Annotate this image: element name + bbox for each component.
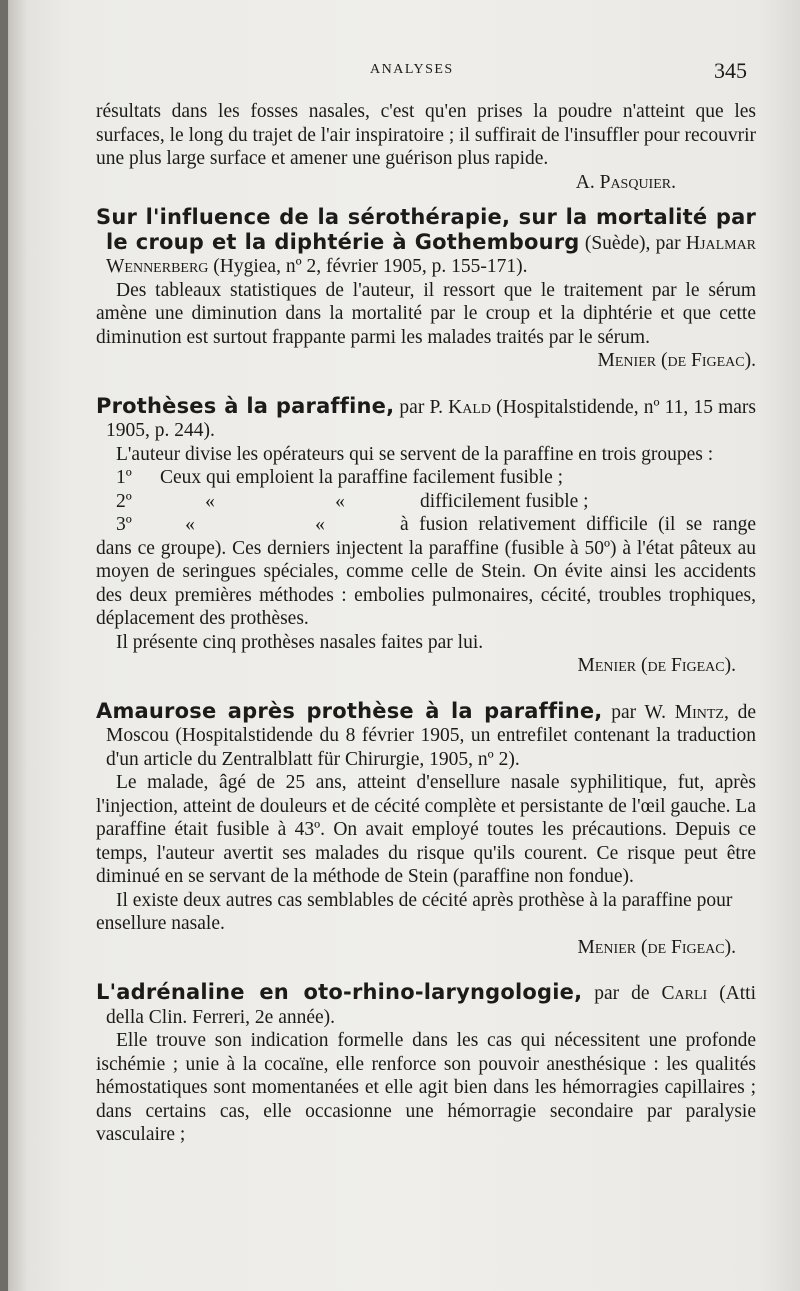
entry-title: L'adrénaline en oto-rhino-laryngologie,	[96, 980, 583, 1004]
entry-title-rest: par P.	[399, 396, 444, 418]
entry-paragraph: L'auteur divise les opérateurs qui se servent de la paraffine en trois groupes :	[116, 443, 714, 465]
signature-text: Menier (de Figeac).	[577, 936, 736, 958]
entry-author: Kald	[448, 396, 492, 418]
entry-paragraph: Il existe deux autres cas semblables de cécité après prothèse à la paraffine pour ensellure nasale.	[96, 889, 733, 934]
review-entry	[96, 206, 756, 373]
entry-title-rest: (Suède), par	[584, 232, 681, 254]
list-text: Ceux qui emploient la paraffine facilement fusible ;	[160, 467, 564, 488]
ditto-mark: «	[205, 490, 215, 512]
review-entry	[96, 981, 756, 1147]
page-body	[96, 100, 756, 1147]
list-item	[96, 466, 756, 490]
entry-signature	[96, 654, 756, 678]
entry-title: Prothèses à la paraffine,	[96, 393, 395, 418]
entry-title-rest: par de	[594, 983, 650, 1004]
ditto-mark: «	[185, 514, 195, 535]
list-number: 3º	[116, 514, 132, 535]
list-text: à fusion relativement difficile (il se range dans ce groupe). Ces derniers injectent la paraffine (fusible à 50º) à l'état pâteux au moyen de seringues spéciales, comme celle de Stein. On évite ainsi les accidents des deux premières méthodes : embolies pulmonaires, cécité, troubles trophiques, déplacement des prothèses.	[96, 514, 756, 629]
signature-text: Menier (de Figeac).	[577, 655, 736, 676]
entry-heading	[96, 700, 756, 772]
entry-paragraph: Il présente cinq prothèses nasales faites par lui.	[116, 631, 484, 653]
signature-text: Menier (de Figeac).	[597, 350, 756, 371]
intro-signature	[96, 171, 756, 195]
review-entry	[96, 395, 756, 678]
page-header	[0, 58, 800, 86]
list-number: 1º	[116, 467, 132, 488]
paragraph-with-signature	[96, 889, 756, 936]
entry-signature	[96, 936, 756, 960]
signature-text: A. Pasquier.	[575, 171, 676, 193]
entry-author: Carli	[661, 983, 708, 1004]
entry-title: Amaurose après prothèse à la paraffine,	[96, 698, 603, 723]
entry-reference: (Atti della Clin. Ferreri, 2e année).	[106, 983, 757, 1028]
review-entry	[96, 700, 756, 960]
entry-reference: , de Moscou (Hospitalstidende du 8 février 1905, un entrefilet contenant la traduction d'un article du Zentralblatt für Chirurgie, 1905, nº 2).	[106, 701, 757, 770]
entry-heading	[96, 206, 756, 279]
entry-paragraph: Elle trouve son indication formelle dans les cas qui nécessitent une profonde ischémie ; unie à la cocaïne, elle renforce son pouvoir anesthésique : les qualités hémostatiques sont momentanées et elle agit bien dans les hémorragies capillaires ; dans certains cas, elle occasionne une hémorragie secondaire par paralysie vasculaire ;	[96, 1030, 756, 1145]
entry-paragraph: Le malade, âgé de 25 ans, atteint d'ensellure nasale syphilitique, fut, après l'injection, atteint de douleurs et de cécité complète et persistante de l'œil gauche. La paraffine était fusible à 43º. On avait employé toutes les précautions. Depuis ce temps, l'auteur avertit ses malades du risque qu'ils courent. Ce risque peut être diminué en se servant de la méthode de Stein (paraffine non fondue).	[96, 772, 756, 887]
list-number: 2º	[116, 490, 132, 512]
intro-paragraph: résultats dans les fosses nasales, c'est qu'en prises la poudre n'atteint que les surfaces, le long du trajet de l'air inspiratoire ; il suffirait de l'insuffler pour recouvrir une plus large surface et amener une guérison plus rapide.	[96, 101, 756, 169]
page-number: 345	[714, 58, 747, 83]
entry-reference: (Hygiea, nº 2, février 1905, p. 155-171).	[213, 256, 528, 277]
running-head: ANALYSES	[370, 62, 454, 77]
ditto-mark: «	[335, 490, 345, 512]
entry-paragraph: Des tableaux statistiques de l'auteur, il ressort que le traitement par le sérum amène une diminution dans la mortalité par le croup et la diphtérie et que cette diminution est surtout frappante parmi les malades traités par le sérum.	[96, 279, 756, 348]
entry-title: Sur l'influence de la sérothérapie, sur la mortalité par le croup et la diphtérie à Gothembourg	[96, 205, 756, 254]
binding-shadow	[0, 0, 8, 1291]
ditto-mark: «	[315, 514, 325, 535]
list-text: difficilement fusible ;	[420, 490, 589, 512]
entry-heading	[96, 981, 756, 1029]
list-item	[96, 490, 756, 514]
list-item	[96, 513, 756, 631]
entry-heading	[96, 395, 756, 443]
entry-signature	[96, 349, 756, 373]
entry-author: Mintz	[674, 701, 724, 723]
entry-reference: (Hospitalstidende, nº 11, 15 mars 1905, p. 244).	[106, 396, 756, 441]
entry-author: Hjalmar Wennerberg	[106, 232, 757, 277]
intro-block	[96, 100, 756, 194]
entry-title-rest: par W.	[611, 701, 667, 723]
